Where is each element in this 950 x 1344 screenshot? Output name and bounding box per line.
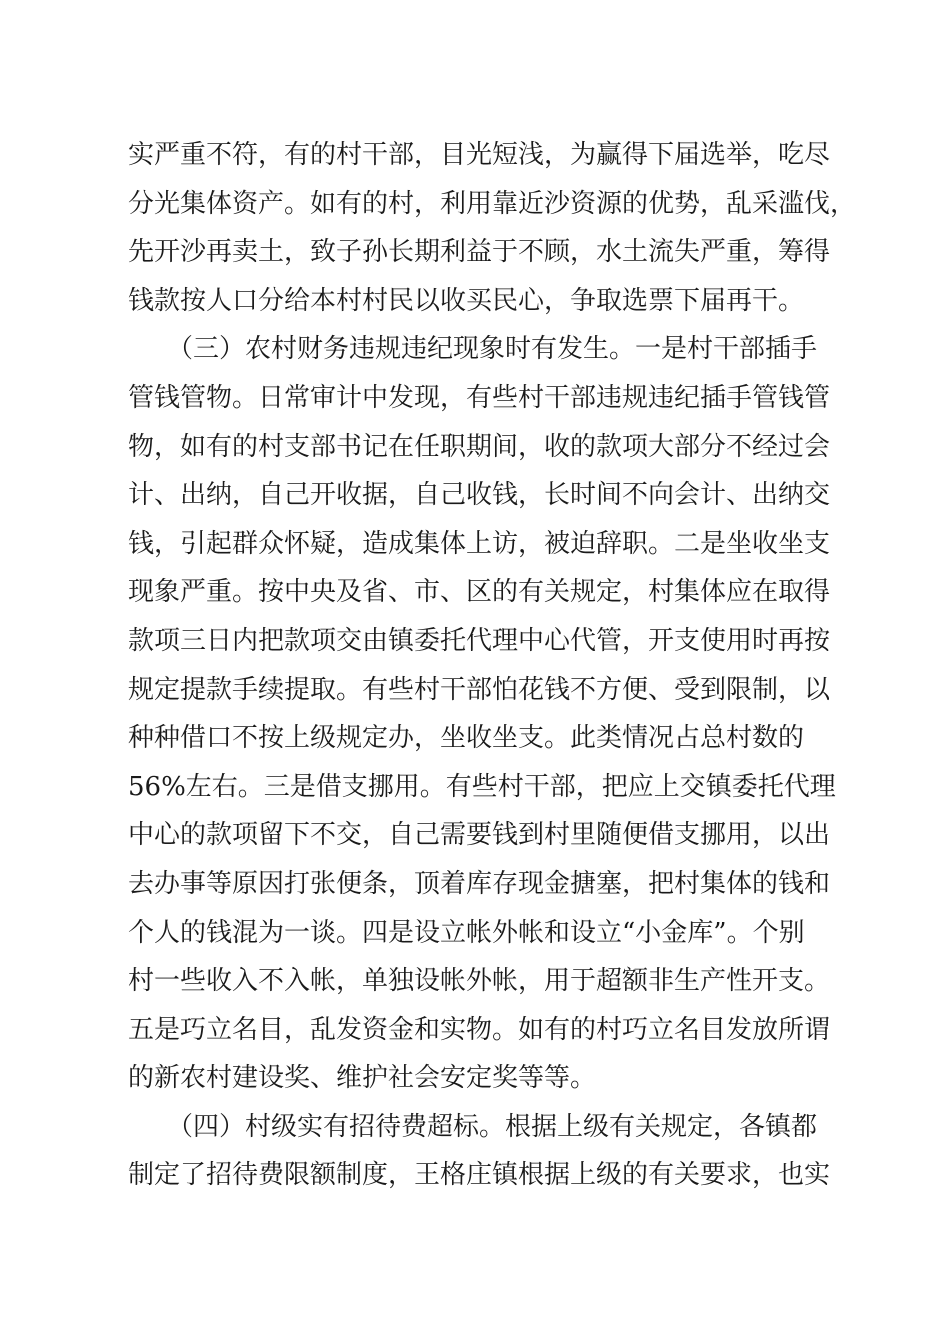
text-line: 物，如有的村支部书记在任职期间，收的款项大部分不经过会 <box>128 431 831 462</box>
text-line: 管钱管物。日常审计中发现，有些村干部违规违纪插手管钱管 <box>128 382 831 413</box>
text-line: 的新农村建设奖、维护社会安定奖等等。 <box>128 1063 597 1094</box>
paragraph-1 <box>128 131 857 325</box>
text-line: 五是巧立名目，乱发资金和实物。如有的村巧立名目发放所谓 <box>128 1014 831 1045</box>
text-line: 中心的款项留下不交，自己需要钱到村里随便借支挪用，以出 <box>128 820 831 851</box>
text-line: 个人的钱混为一谈。四是设立帐外帐和设立“小金库”。个别 <box>128 917 805 948</box>
text-line: 钱，引起群众怀疑，造成集体上访，被迫辞职。二是坐收坐支 <box>128 528 831 559</box>
text-line: 村一些收入不入帐，单独设帐外帐，用于超额非生产性开支。 <box>128 966 831 997</box>
text-line: 制定了招待费限额制度，王格庄镇根据上级的有关要求，也实 <box>128 1160 831 1191</box>
text-line: 款项三日内把款项交由镇委托代理中心代管，开支使用时再按 <box>128 625 831 656</box>
text-line: 计、出纳，自己开收据，自己收钱，长时间不向会计、出纳交 <box>128 480 831 511</box>
text-line: 规定提款手续提取。有些村干部怕花钱不方便、受到限制，以 <box>128 674 831 705</box>
text-line: （四）村级实有招待费超标。根据上级有关规定，各镇都 <box>128 1111 818 1142</box>
paragraph-2 <box>128 325 836 1103</box>
text-line: 种种借口不按上级规定办，坐收坐支。此类情况占总村数的 <box>128 723 805 754</box>
text-line: 分光集体资产。如有的村，利用靠近沙资源的优势，乱采滥伐， <box>128 188 857 219</box>
text-line: 实严重不符，有的村干部，目光短浅，为赢得下届选举，吃尽 <box>128 140 831 170</box>
document-body <box>128 131 857 1200</box>
paragraph-3 <box>128 1103 831 1200</box>
text-line: 去办事等原因打张便条，顶着库存现金搪塞，把村集体的钱和 <box>128 868 831 899</box>
text-line: 钱款按人口分给本村村民以收买民心，争取选票下届再干。 <box>128 285 805 316</box>
text-line: 先开沙再卖土，致子孙长期利益于不顾，水土流失严重，筹得 <box>128 237 831 268</box>
text-line: 56%左右。三是借支挪用。有些村干部，把应上交镇委托代理 <box>128 771 836 802</box>
text-line: 现象严重。按中央及省、市、区的有关规定，村集体应在取得 <box>128 577 831 608</box>
text-line: （三）农村财务违规违纪现象时有发生。一是村干部插手 <box>128 334 818 365</box>
